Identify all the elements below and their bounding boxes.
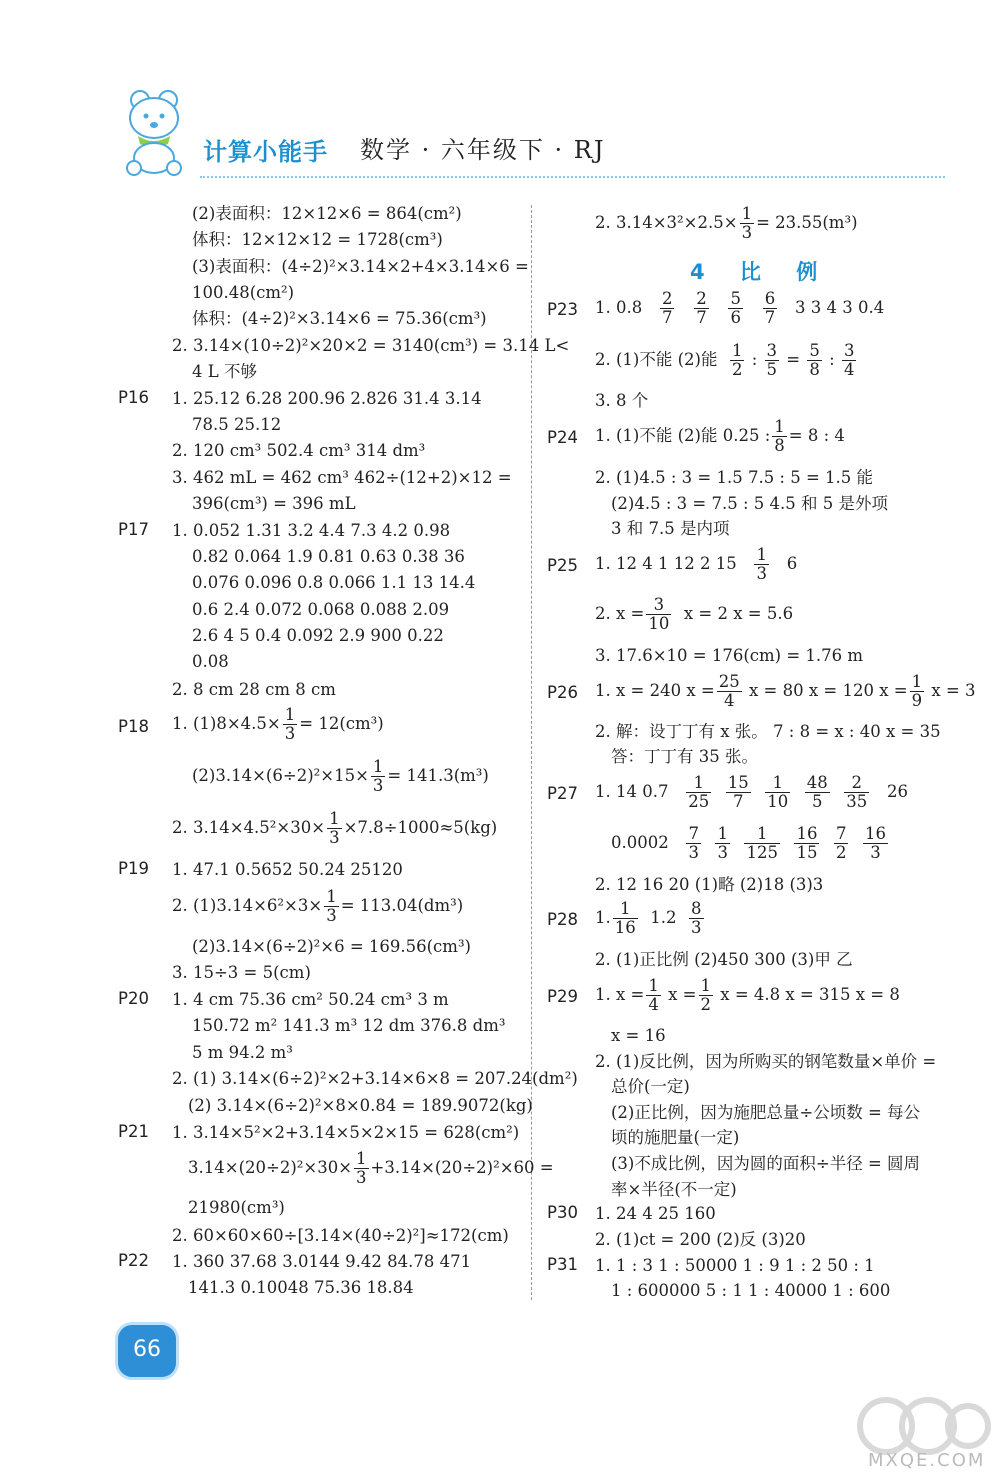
bear-mascot-icon <box>118 86 190 176</box>
answer-line: (2) 3.14×(6÷2)²×8×0.84 = 189.9072(kg) <box>188 1096 533 1115</box>
fraction: $\frac{25}{4}$ <box>718 672 740 710</box>
answer-line: (2)4.5 : 3 = 7.5 : 5 4.5 和 5 是外项 <box>611 494 888 513</box>
answer-line: 1. 4 cm 75.36 cm² 50.24 cm³ 3 m <box>172 990 449 1009</box>
page-label: P26 <box>547 683 578 702</box>
answer-line: 3. 462 mL = 462 cm³ 462÷(12+2)×12 = <box>172 468 512 487</box>
answer-line: 21980(cm³) <box>188 1198 285 1217</box>
fraction: $\frac{1}{3}$ <box>717 824 728 862</box>
fraction: $\frac{1}{4}$ <box>648 976 659 1014</box>
answer-line: 1. x = 240 x = $\frac{25}{4}$ x = 80 x = 120 x = $\frac{1}{9}$ x = 3 <box>595 672 976 710</box>
page-label: P29 <box>547 987 578 1006</box>
answer-line: 1. 3.14×5²×2+3.14×5×2×15 = 628(cm²) <box>172 1123 520 1142</box>
page-label: P27 <box>547 784 578 803</box>
fraction: $\frac{5}{8}$ <box>809 341 820 379</box>
answer-line: 0.08 <box>192 652 229 671</box>
answer-line: 2. 3.14×(10÷2)²×20×2 = 3140(cm³) = 3.14 L< <box>172 336 570 355</box>
watermark-site: MXQE.COM <box>868 1450 986 1471</box>
answer-line: 1. (1)8×4.5× $\frac{1}{3}$ = 12(cm³) <box>172 705 384 743</box>
fraction: $\frac{1}{25}$ <box>688 773 710 811</box>
answer-line: 体积：12×12×12 = 1728(cm³) <box>192 230 443 249</box>
answer-line: 396(cm³) = 396 mL <box>192 494 356 513</box>
answer-line: 1. (1)不能 (2)能 0.25 : $\frac{1}{8}$ = 8 : 4 <box>595 417 845 455</box>
answer-line: 2. 解：设丁丁有 x 张。 7 : 8 = x : 40 x = 35 <box>595 722 941 741</box>
page-header <box>0 0 1000 190</box>
fraction: $\frac{2}{7}$ <box>696 289 707 327</box>
fraction: $\frac{7}{3}$ <box>688 824 699 862</box>
answer-line: 4 L 不够 <box>192 362 257 381</box>
page-label: P17 <box>118 520 149 539</box>
answer-line: 率×半径(不一定) <box>611 1180 737 1199</box>
answer-line: 0.6 2.4 0.072 0.068 0.088 2.09 <box>192 600 450 619</box>
answer-line: 150.72 m² 141.3 m³ 12 dm 376.8 dm³ <box>192 1016 506 1035</box>
fraction: $\frac{1}{3}$ <box>356 1149 367 1187</box>
answer-line: (2)表面积：12×12×6 = 864(cm²) <box>192 204 462 223</box>
page-label: P30 <box>547 1203 578 1222</box>
answer-line: 1 : 600000 5 : 1 1 : 40000 1 : 600 <box>611 1281 891 1300</box>
answer-line: 2. 120 cm³ 502.4 cm³ 314 dm³ <box>172 441 426 460</box>
answer-line: 2. 60×60×60÷[3.14×(40÷2)²]≈172(cm) <box>172 1226 509 1245</box>
answer-line: 3. 17.6×10 = 176(cm) = 1.76 m <box>595 646 864 665</box>
answer-line: 1. 25.12 6.28 200.96 2.826 31.4 3.14 <box>172 389 482 408</box>
page-label: P31 <box>547 1255 578 1274</box>
book-title: 计算小能手 <box>203 138 328 166</box>
page-number-badge <box>118 1325 176 1377</box>
fraction: $\frac{3}{10}$ <box>648 595 670 633</box>
answer-line: 顷的施肥量(一定) <box>611 1128 740 1147</box>
fraction: $\frac{1}{3}$ <box>326 887 337 925</box>
answer-line: (2)正比例，因为施肥总量÷公顷数 = 每公 <box>611 1103 921 1122</box>
fraction: $\frac{2}{35}$ <box>846 773 868 811</box>
answer-line: 141.3 0.10048 75.36 18.84 <box>188 1278 414 1297</box>
answer-line: 5 m 94.2 m³ <box>192 1043 293 1062</box>
page-label: P21 <box>118 1122 149 1141</box>
fraction: $\frac{16}{15}$ <box>796 824 818 862</box>
answer-line: 2. 3.14×4.5²×30× $\frac{1}{3}$ ×7.8÷1000≈5(kg) <box>172 809 498 847</box>
answer-line: 2. (1)4.5 : 3 = 1.5 7.5 : 5 = 1.5 能 <box>595 468 874 487</box>
header-divider <box>200 176 945 178</box>
answer-line: 78.5 25.12 <box>192 415 282 434</box>
fraction: $\frac{1}{3}$ <box>756 545 767 583</box>
answer-line: 2. (1) 3.14×(6÷2)²×2+3.14×6×8 = 207.24(dm²) <box>172 1069 578 1088</box>
answer-line: 0.0002 $\frac{7}{3}$ $\frac{1}{3}$ $\frac{1}{125}$ $\frac{16}{15}$ $\frac{7}{2}$ $\frac{16}{3}$ <box>611 824 886 862</box>
answer-line: 总价(一定) <box>611 1077 690 1096</box>
answer-line: 2.6 4 5 0.4 0.092 2.9 900 0.22 <box>192 626 444 645</box>
fraction: $\frac{1}{2}$ <box>700 976 712 1014</box>
answer-line: 2. 8 cm 28 cm 8 cm <box>172 680 336 699</box>
answer-line: 体积：(4÷2)²×3.14×6 = 75.36(cm³) <box>192 309 487 328</box>
fraction: $\frac{1}{3}$ <box>741 204 753 242</box>
answer-line: 2. (1)正比例 (2)450 300 (3)甲 乙 <box>595 950 853 969</box>
answer-line: 1. 360 37.68 3.0144 9.42 84.78 471 <box>172 1252 472 1271</box>
fraction: $\frac{48}{5}$ <box>806 773 828 811</box>
answer-line: 2. x = $\frac{3}{10}$ x = 2 x = 5.6 <box>595 595 794 633</box>
answer-line: 答：丁丁有 35 张。 <box>611 747 758 766</box>
fraction: $\frac{1}{3}$ <box>372 757 384 795</box>
fraction: $\frac{6}{7}$ <box>764 289 776 327</box>
answer-line: 1. 24 4 25 160 <box>595 1204 716 1223</box>
book-subtitle: 数学 · 六年级下 · RJ <box>360 136 606 164</box>
fraction: $\frac{2}{7}$ <box>661 289 673 327</box>
answer-line: (2)3.14×(6÷2)²×6 = 169.56(cm³) <box>192 937 471 956</box>
answer-line: 3 和 7.5 是内项 <box>611 519 730 538</box>
page-label: P19 <box>118 859 149 878</box>
answer-line: 3.14×(20÷2)²×30× $\frac{1}{3}$ +3.14×(20÷2)²×60 = <box>188 1149 554 1187</box>
page-label: P20 <box>118 989 149 1008</box>
answer-line: 2. 12 16 20 (1)略 (2)18 (3)3 <box>595 875 824 894</box>
fraction: $\frac{7}{2}$ <box>835 824 847 862</box>
answer-line: (3)不成比例，因为圆的面积÷半径 = 圆周 <box>611 1154 921 1173</box>
answer-line: 1. 0.052 1.31 3.2 4.4 7.3 4.2 0.98 <box>172 521 451 540</box>
answer-line: 2. 3.14×3²×2.5× $\frac{1}{3}$ = 23.55(m³) <box>595 204 858 242</box>
fraction: $\frac{1}{125}$ <box>746 824 778 862</box>
column-divider <box>531 205 532 1300</box>
fraction: $\frac{16}{3}$ <box>864 824 886 862</box>
answer-line: 1. 0.8 $\frac{2}{7}$ $\frac{2}{7}$ $\frac{5}{6}$ $\frac{6}{7}$ 3 3 4 3 0.4 <box>595 289 885 327</box>
section-title: 4 比 例 <box>690 260 832 284</box>
fraction: $\frac{5}{6}$ <box>730 289 741 327</box>
page-label: P25 <box>547 556 578 575</box>
fraction: $\frac{1}{16}$ <box>614 899 636 937</box>
page-label: P16 <box>118 388 149 407</box>
page-label: P18 <box>118 717 149 736</box>
answer-line: x = 16 <box>611 1026 666 1045</box>
answer-line: (2)3.14×(6÷2)²×15× $\frac{1}{3}$ = 141.3(m³) <box>192 757 489 795</box>
answer-line: 3. 15÷3 = 5(cm) <box>172 963 311 982</box>
answer-line: 1. 47.1 0.5652 50.24 25120 <box>172 860 403 879</box>
answer-line: 1. 1 : 3 1 : 50000 1 : 9 1 : 2 50 : 1 <box>595 1256 875 1275</box>
fraction: $\frac{1}{3}$ <box>329 809 340 847</box>
fraction: $\frac{15}{7}$ <box>727 773 749 811</box>
page-label: P22 <box>118 1251 149 1270</box>
answer-line: 2. (1)不能 (2)能 $\frac{1}{2}$ : $\frac{3}{5}$ = $\frac{5}{8}$ : $\frac{3}{4}$ <box>595 341 855 379</box>
page-number: 66 <box>133 1337 161 1362</box>
fraction: $\frac{1}{10}$ <box>767 773 789 811</box>
answer-line: 2. (1)反比例，因为所购买的钢笔数量×单价 = <box>595 1052 937 1071</box>
answer-line: 0.076 0.096 0.8 0.066 1.1 13 14.4 <box>192 573 476 592</box>
fraction: $\frac{1}{3}$ <box>284 705 296 743</box>
answer-line: 2. (1)3.14×6²×3× $\frac{1}{3}$ = 113.04(dm³) <box>172 887 464 925</box>
answer-line: 0.82 0.064 1.9 0.81 0.63 0.38 36 <box>192 547 465 566</box>
answer-line: 1. 12 4 1 12 2 15 $\frac{1}{3}$ 6 <box>595 545 798 583</box>
answer-line: 100.48(cm²) <box>192 283 295 302</box>
answer-line: 2. (1)ct = 200 (2)反 (3)20 <box>595 1230 806 1249</box>
fraction: $\frac{3}{4}$ <box>843 341 855 379</box>
page-label: P24 <box>547 428 578 447</box>
page-label: P23 <box>547 300 578 319</box>
answer-line: 1. 14 0.7 $\frac{1}{25}$ $\frac{15}{7}$ $\frac{1}{10}$ $\frac{48}{5}$ $\frac{2}{35}$ 26 <box>595 773 908 811</box>
fraction: $\frac{8}{3}$ <box>691 899 702 937</box>
page-label: P28 <box>547 910 578 929</box>
fraction: $\frac{1}{8}$ <box>774 417 785 455</box>
answer-line: 1. x = $\frac{1}{4}$ x = $\frac{1}{2}$ x = 4.8 x = 315 x = 8 <box>595 976 900 1014</box>
fraction: $\frac{1}{2}$ <box>731 341 743 379</box>
answer-line: 3. 8 个 <box>595 391 649 410</box>
fraction: $\frac{1}{9}$ <box>911 672 923 710</box>
answer-line: (3)表面积：(4÷2)²×3.14×2+4×3.14×6 = <box>192 257 529 276</box>
answer-line: 1. $\frac{1}{16}$ 1.2 $\frac{8}{3}$ <box>595 899 702 937</box>
fraction: $\frac{3}{5}$ <box>766 341 778 379</box>
